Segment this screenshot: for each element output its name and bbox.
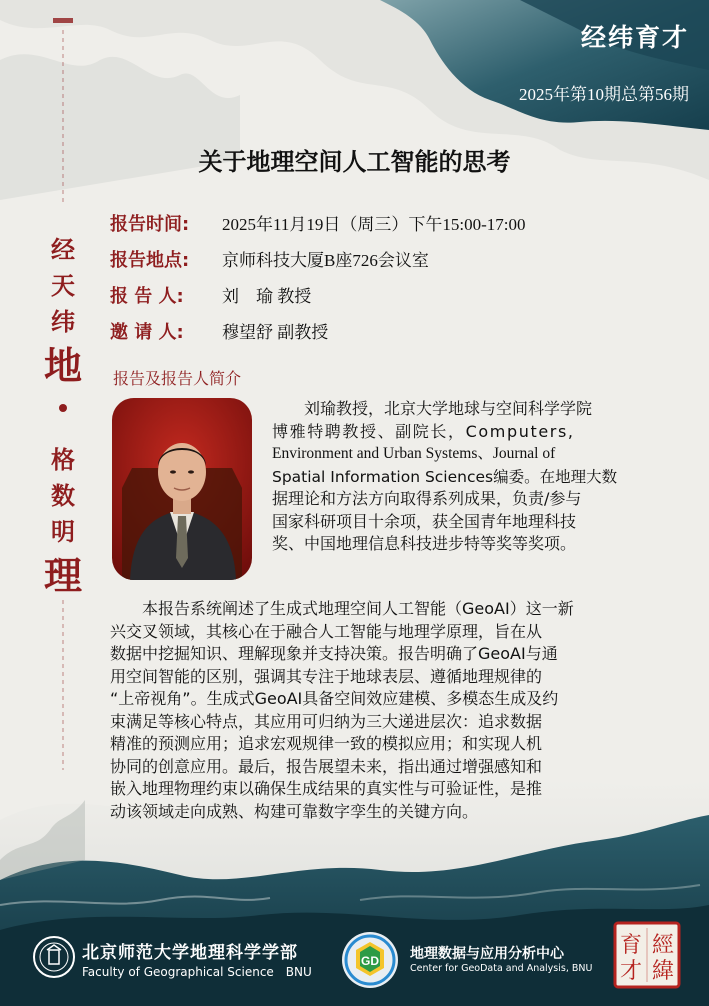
center-name-cn: 地理数据与应用分析中心 <box>410 946 564 962</box>
bnu-logo <box>32 935 76 979</box>
series-title: 经纬育才 <box>580 23 689 52</box>
svg-text:GD: GD <box>361 954 379 968</box>
bnu-name-cn: 北京师范大学地理科学学部 <box>82 943 298 963</box>
abstract-line: 动该领域走向成熟、构建可靠数字孪生的关键方向。 <box>110 801 479 821</box>
info-label: 报告地点: <box>110 250 190 271</box>
bnu-name-en: Faculty of Geographical Science BNU <box>82 965 312 979</box>
abstract-line: 嵌入地理物理约束以确保生成结果的真实性与可验证性，是推 <box>110 779 543 798</box>
info-value: 2025年11月19日（周三）下午15:00-17:00 <box>222 215 526 234</box>
motto-char: 格 <box>51 446 75 474</box>
seal-char: 育 <box>619 933 643 958</box>
motto-char: 地 <box>43 344 82 388</box>
info-time <box>110 210 525 236</box>
bio-line: Spatial Information Sciences编委。在地理大数 <box>272 467 618 486</box>
seal-char: 經 <box>651 933 675 958</box>
bio-line: 据理论和方法方向取得系列成果，负责/参与 <box>272 489 582 508</box>
speaker-bio <box>272 398 650 556</box>
jingwei-seal <box>612 920 682 990</box>
bio-line: 国家科研项目十余项，获全国青年地理科技 <box>272 511 577 531</box>
info-value: 京师科技大厦B座726会议室 <box>222 251 429 270</box>
lecture-title: 关于地理空间人工智能的思考 <box>198 148 511 176</box>
abstract-line: 本报告系统阐述了生成式地理空间人工智能（GeoAI）这一新 <box>110 599 574 618</box>
issue-number: 2025年第10期总第56期 <box>519 85 689 104</box>
abstract-line: 用空间智能的区别，强调其专注于地球表层、遵循地理规律的 <box>110 666 543 686</box>
abstract-line: 兴交叉领域，其核心在于融合人工智能与地理学原理，旨在从 <box>110 621 543 641</box>
abstract-line: 精准的预测应用；追求宏观规律一致的模拟应用；和实现人机 <box>110 734 543 753</box>
motto-char: 明 <box>51 518 75 546</box>
seal-char: 才 <box>619 959 643 984</box>
seal-char: 緯 <box>651 959 675 984</box>
motto-char: 经 <box>51 236 75 264</box>
info-label: 报告时间: <box>110 214 190 235</box>
info-location <box>110 246 429 272</box>
abstract-line: “上帝视角”。生成式GeoAI具备空间效应建模、多模态生成及约 <box>110 689 559 708</box>
bio-line: 刘瑜教授，北京大学地球与空间科学学院 <box>272 399 593 418</box>
bio-line: 奖、中国地理信息科技进步特等奖等奖项。 <box>272 534 577 553</box>
speaker-photo <box>112 398 252 580</box>
info-label: 报 告 人: <box>110 286 184 307</box>
info-host <box>110 318 328 344</box>
abstract <box>110 598 658 823</box>
abstract-line: 数据中挖掘知识、理解现象并支持决策。报告明确了GeoAI与通 <box>110 644 558 663</box>
motto-char: 天 <box>51 272 75 300</box>
abstract-line: 束满足等核心特点，其应用可归纳为三大递进层次：追求数据 <box>110 711 543 731</box>
info-value: 穆望舒 副教授 <box>222 323 329 342</box>
abstract-line: 协同的创意应用。最后，报告展望未来，指出通过增强感知和 <box>110 756 543 776</box>
motto-char: 数 <box>51 482 75 510</box>
info-value: 刘 瑜 教授 <box>222 287 312 306</box>
info-label: 邀 请 人: <box>110 322 184 343</box>
bio-line: Environment and Urban Systems、Journal of <box>272 445 556 462</box>
center-name-en: Center for GeoData and Analysis, BNU <box>410 963 593 974</box>
section-heading: 报告及报告人简介 <box>113 369 242 388</box>
motto-char: 纬 <box>51 308 75 336</box>
geodata-center-logo <box>340 930 400 990</box>
info-speaker <box>110 282 311 308</box>
bio-line: 博雅特聘教授、副院长，Computers, <box>272 421 575 441</box>
motto-char: 理 <box>43 554 82 598</box>
